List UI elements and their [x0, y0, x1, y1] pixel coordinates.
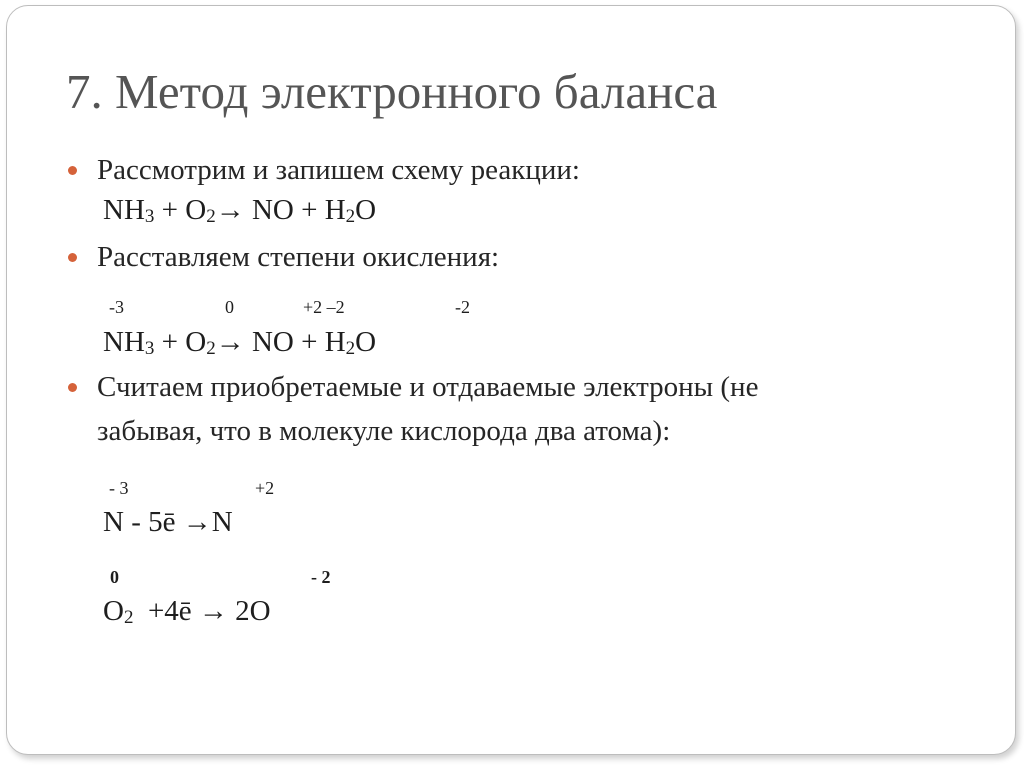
subscript: 2	[206, 338, 216, 359]
oxidation-state-n: -3	[109, 297, 124, 317]
formula-o: O	[103, 595, 124, 627]
reaction-scheme	[103, 193, 376, 227]
formula-rest: +4ē → 2O	[133, 595, 271, 627]
subscript: 2	[345, 206, 356, 227]
formula-plus-o: + O	[154, 194, 207, 226]
subscript: 3	[144, 206, 155, 227]
bullet-marker	[68, 166, 77, 175]
formula-end-o: O	[355, 194, 377, 226]
subscript: 2	[206, 206, 216, 227]
formula-nh: NH	[103, 326, 145, 358]
subscript: 2	[345, 338, 356, 359]
oxidation-state-o-left: 0	[110, 567, 119, 587]
formula-end-o: O	[355, 326, 377, 358]
bullet-marker	[68, 253, 77, 262]
subscript: 2	[123, 607, 134, 628]
bullet-text-3-continued: забывая, что в молекуле кислорода два атома):	[97, 415, 671, 447]
oxidation-state-n-left: - 3	[109, 478, 129, 498]
bullet-text-3: Считаем приобретаемые и отдаваемые электроны (не	[97, 371, 759, 403]
formula-plus-o: + O	[154, 326, 207, 358]
half-reaction-oxygen	[103, 594, 271, 628]
reaction-scheme-oxidation	[103, 325, 376, 359]
oxidation-state-n-right: +2	[255, 478, 275, 498]
subscript: 3	[144, 338, 155, 359]
bullet-text-1: Рассмотрим и запишем схему реакции:	[97, 154, 580, 186]
slide-title: 7. Метод электронного баланса	[66, 64, 718, 119]
formula-arrow-no: → NO + H	[215, 326, 346, 358]
bullet-marker	[68, 383, 77, 392]
formula-nh: NH	[103, 194, 145, 226]
oxidation-state-no: +2 –2	[303, 297, 345, 317]
oxidation-state-o2: 0	[225, 297, 234, 317]
half-reaction-nitrogen: N - 5ē →N	[103, 506, 233, 538]
bullet-text-2: Расставляем степени окисления:	[97, 241, 500, 273]
oxidation-state-o-right: - 2	[311, 567, 331, 587]
formula-arrow-no: → NO + H	[215, 194, 346, 226]
oxidation-state-h2o: -2	[455, 297, 470, 317]
